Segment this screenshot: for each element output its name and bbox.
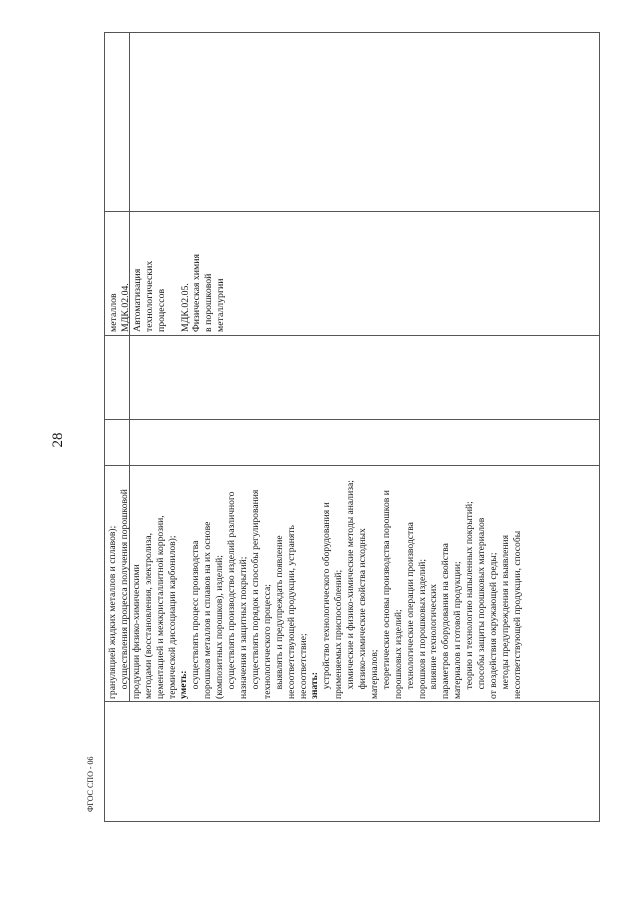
skills-line: порошковых изделий;: [392, 609, 404, 699]
skills-line: устройство технологического оборудования и: [321, 502, 333, 699]
table-column-competences: [105, 31, 599, 211]
skills-line: физико-химические свойства исходных: [357, 528, 369, 699]
rotated-table-area: [104, 32, 600, 822]
table-column-hours-class: [105, 335, 599, 419]
skills-line: назначения и защитных покрытий;: [237, 556, 249, 699]
skills-line: влияние технологических: [428, 583, 440, 699]
table-column-index: [105, 701, 599, 821]
mdk-line: металлургии: [215, 278, 227, 332]
skills-line: применяемых приспособлений;: [333, 569, 345, 699]
skills-line: технологического процесса;: [261, 584, 273, 699]
skills-line: цементацией и межкристаллитной коррозии,: [154, 515, 166, 699]
skills-line: знать:: [309, 672, 321, 699]
skills-line: осуществления процесса получения порошковой: [118, 489, 130, 699]
skills-line: теорию и технологию напыленных покрытий;: [464, 501, 476, 699]
skills-line: материалов и готовой продукции;: [452, 561, 464, 699]
skills-line: несоответствующей продукции, способы: [511, 530, 523, 699]
table-column-mdk: [105, 211, 599, 335]
skills-line: осуществлять процесс производства: [190, 540, 202, 699]
mdk-line: Автоматизация: [131, 268, 143, 332]
table-column-skills: [105, 465, 599, 701]
skills-line: продукции физико-химическими: [130, 564, 142, 699]
skills-line: химические и физико-химические методы анализа;: [345, 480, 357, 699]
skills-line: способы защиты порошковых материалов: [476, 517, 488, 699]
skills-line: порошков металлов и сплавов на их основе: [202, 521, 214, 699]
skills-line: технологические операции производства: [404, 522, 416, 699]
skills-knowledge-text: [107, 467, 524, 699]
skills-line: уметь:: [178, 670, 190, 699]
mdk-line: процессов: [155, 288, 167, 332]
skills-line: осуществлять порядок и способы регулирования: [249, 489, 261, 699]
skills-line: от воздействия окружающей среды;: [488, 552, 499, 699]
mdk-line: МДК.02.04.: [119, 283, 131, 332]
curriculum-table: [104, 32, 600, 822]
mdk-line: технологических: [143, 260, 155, 332]
skills-line: несоответствующей продукции, устранять: [285, 525, 297, 699]
skills-line: термической диссоциации карбонилов);: [166, 535, 178, 699]
skills-line: материалов;: [368, 649, 380, 699]
page-number: 28: [50, 432, 66, 448]
mdk-line: в порошковой: [203, 273, 215, 332]
skills-line: выявлять и предупреждать появление: [273, 535, 285, 699]
mdk-line: металлов: [108, 293, 119, 332]
skills-line: (композитных порошков), изделий;: [214, 555, 226, 699]
skills-line: параметров оборудования на свойства: [440, 543, 452, 699]
skills-line: порошков и порошковых изделий;: [416, 558, 428, 699]
skills-line: осуществлять производство изделий различного: [226, 491, 238, 699]
mdk-list: [108, 254, 227, 332]
skills-line: грануляцией жидких металлов и сплавов);: [107, 525, 118, 699]
mdk-line: МДК.02.05.: [179, 283, 191, 332]
skills-line: методы предупреждения и выявления: [499, 534, 511, 699]
skills-line: методами (восстановления, электролиза,: [142, 533, 154, 699]
skills-line: теоретические основы производства порошков и: [380, 490, 392, 699]
skills-line: несоответствие;: [297, 633, 309, 699]
table-column-hours-max: [105, 419, 599, 465]
mdk-line: Физическая химия: [191, 254, 203, 332]
mdk-line: [168, 254, 180, 332]
footer-code: ФГОС СПО - 06: [86, 756, 95, 812]
